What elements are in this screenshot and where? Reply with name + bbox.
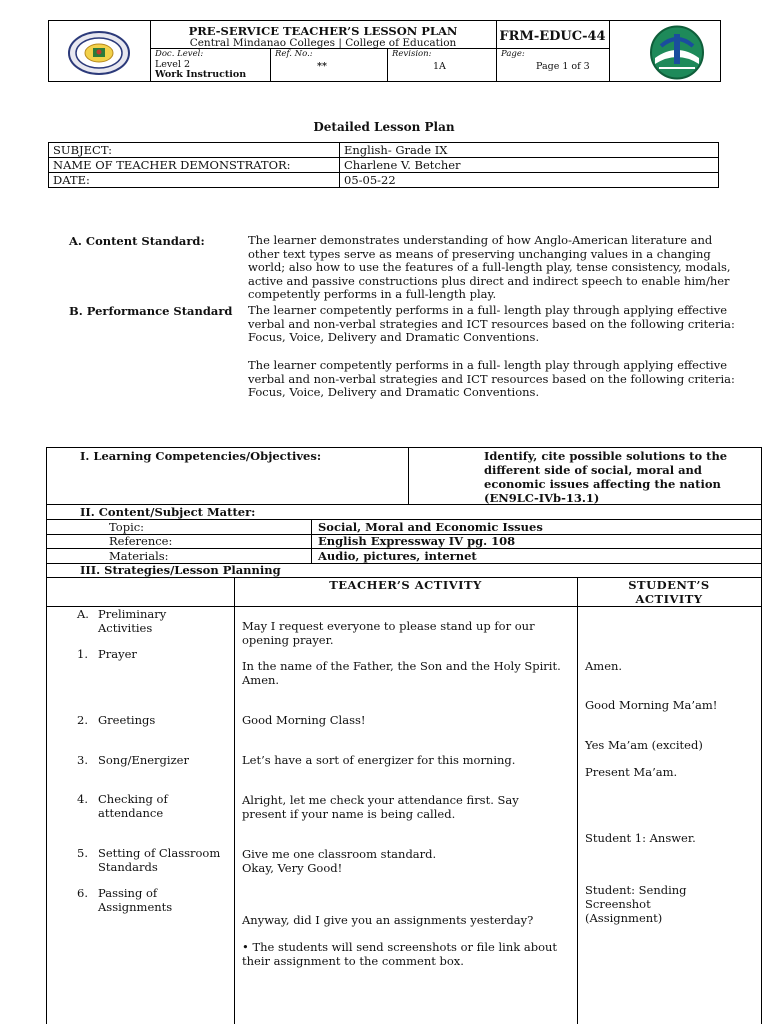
ref-value: ** bbox=[317, 61, 327, 72]
topic-label: Topic: bbox=[109, 520, 145, 534]
topic-value: Social, Moral and Economic Issues bbox=[318, 520, 543, 534]
content-standard-label: A. Content Standard: bbox=[69, 234, 205, 248]
doc-level-value: Level 2 bbox=[155, 59, 191, 70]
teacher-line: Alright, let me check your attendance first. Say bbox=[242, 793, 519, 807]
competencies-label: I. Learning Competencies/Objectives: bbox=[80, 449, 322, 463]
teacher-activity-header: TEACHER’S ACTIVITY bbox=[329, 578, 482, 592]
step-label: Prayer bbox=[98, 647, 137, 661]
step-label: Standards bbox=[98, 860, 158, 874]
student-activity-header-line2: ACTIVITY bbox=[635, 592, 703, 606]
document-title: Detailed Lesson Plan bbox=[313, 120, 455, 134]
info-table bbox=[48, 142, 719, 188]
form-code: FRM-EDUC-44 bbox=[499, 29, 606, 44]
teacher-line: their assignment to the comment box. bbox=[242, 954, 464, 968]
reference-label: Reference: bbox=[109, 534, 173, 548]
info-row-teacher bbox=[49, 158, 719, 173]
reference-value: English Expressway IV pg. 108 bbox=[318, 534, 516, 548]
step-label: Assignments bbox=[98, 900, 173, 914]
strategies-label: III. Strategies/Lesson Planning bbox=[80, 563, 281, 577]
document-header bbox=[48, 20, 721, 82]
step-label: Checking of bbox=[98, 792, 168, 806]
page-value: Page 1 of 3 bbox=[536, 61, 590, 72]
student-line: Student 1: Answer. bbox=[585, 831, 696, 845]
performance-standard-text-2: The learner competently performs in a full- length play through applying effective verbal and non-verbal strategies and ICT resources based on the following criteria: Focus, Voice, Delivery and Dramatic Conventions. bbox=[248, 358, 735, 400]
teacher-line: In the name of the Father, the Son and the Holy Spirit. bbox=[242, 659, 561, 673]
student-line: Yes Ma’am (excited) bbox=[585, 738, 703, 752]
date-value: 05-05-22 bbox=[340, 173, 719, 188]
teacher-value: Charlene V. Betcher bbox=[340, 158, 719, 173]
teacher-line: opening prayer. bbox=[242, 633, 334, 647]
step-number: A. bbox=[77, 607, 89, 621]
competencies-text: Identify, cite possible solutions to the different side of social, moral and economic issues affecting the nation (EN9LC-IVb-13.1) bbox=[484, 449, 728, 505]
ref-label: Ref. No.: bbox=[275, 49, 313, 59]
page-label: Page: bbox=[501, 49, 525, 59]
education-logo bbox=[641, 24, 713, 81]
teacher-label: NAME OF TEACHER DEMONSTRATOR: bbox=[49, 158, 340, 173]
content-subject-label: II. Content/Subject Matter: bbox=[80, 505, 256, 519]
teacher-line: • The students will send screenshots or file link about bbox=[242, 940, 558, 954]
teacher-line: Give me one classroom standard. bbox=[242, 847, 437, 861]
teacher-line: present if your name is being called. bbox=[242, 807, 456, 821]
performance-standard-text-1: The learner competently performs in a full- length play through applying effective verbal and non-verbal strategies and ICT resources based on the following criteria: Focus, Voice, Delivery and Dramatic Conventions. bbox=[248, 303, 735, 345]
doc-level-label: Doc. Level: bbox=[155, 49, 204, 59]
header-subtitle: Central Mindanao Colleges | College of Education bbox=[189, 37, 457, 49]
performance-standard-label: B. Performance Standard bbox=[69, 304, 233, 318]
date-label: DATE: bbox=[49, 173, 340, 188]
student-activity-header-line1: STUDENT’S bbox=[628, 578, 710, 592]
student-line: Student: Sending bbox=[585, 883, 687, 897]
step-label: attendance bbox=[98, 806, 164, 820]
header-title: PRE-SERVICE TEACHER’S LESSON PLAN bbox=[188, 24, 458, 38]
teacher-line: Let’s have a sort of energizer for this morning. bbox=[242, 753, 516, 767]
student-line: Good Morning Ma’am! bbox=[585, 698, 718, 712]
step-number: 5. bbox=[77, 846, 88, 860]
step-label: Greetings bbox=[98, 713, 156, 727]
teacher-line: Anyway, did I give you an assignments yesterday? bbox=[242, 913, 534, 927]
teacher-line: Good Morning Class! bbox=[242, 713, 366, 727]
teacher-line: May I request everyone to please stand up for our bbox=[242, 619, 535, 633]
step-label: Preliminary bbox=[98, 607, 167, 621]
doc-type: Work Instruction bbox=[155, 69, 247, 80]
step-label: Activities bbox=[98, 621, 153, 635]
revision-value: 1A bbox=[433, 61, 446, 72]
step-number: 1. bbox=[77, 647, 88, 661]
step-label: Song/Energizer bbox=[98, 753, 189, 767]
subject-label: SUBJECT: bbox=[49, 143, 340, 158]
step-number: 4. bbox=[77, 792, 88, 806]
materials-value: Audio, pictures, internet bbox=[318, 549, 477, 563]
info-row-date bbox=[49, 173, 719, 188]
step-number: 3. bbox=[77, 753, 88, 767]
step-label: Setting of Classroom bbox=[98, 846, 221, 860]
student-line: Amen. bbox=[585, 659, 623, 673]
materials-label: Materials: bbox=[109, 549, 169, 563]
step-number: 6. bbox=[77, 886, 88, 900]
step-label: Passing of bbox=[98, 886, 158, 900]
college-seal-logo bbox=[67, 30, 131, 76]
student-line: (Assignment) bbox=[585, 911, 663, 925]
teacher-line: Okay, Very Good! bbox=[242, 861, 343, 875]
revision-label: Revision: bbox=[392, 49, 432, 59]
step-number: 2. bbox=[77, 713, 88, 727]
subject-value: English- Grade IX bbox=[340, 143, 719, 158]
student-line: Present Ma’am. bbox=[585, 765, 678, 779]
student-line: Screenshot bbox=[585, 897, 651, 911]
info-row-subject bbox=[49, 143, 719, 158]
content-standard-text: The learner demonstrates understanding of how Anglo-American literature and other text types serve as means of preserving unchanging values in a changing world; also how to use the features of a full-length play, tense consistency, modals, active and passive constructions plus direct and indirect speech to enable him/her competently performs in a full-length play. bbox=[248, 233, 731, 302]
lesson-plan-table bbox=[46, 447, 762, 1024]
teacher-line: Amen. bbox=[242, 673, 280, 687]
